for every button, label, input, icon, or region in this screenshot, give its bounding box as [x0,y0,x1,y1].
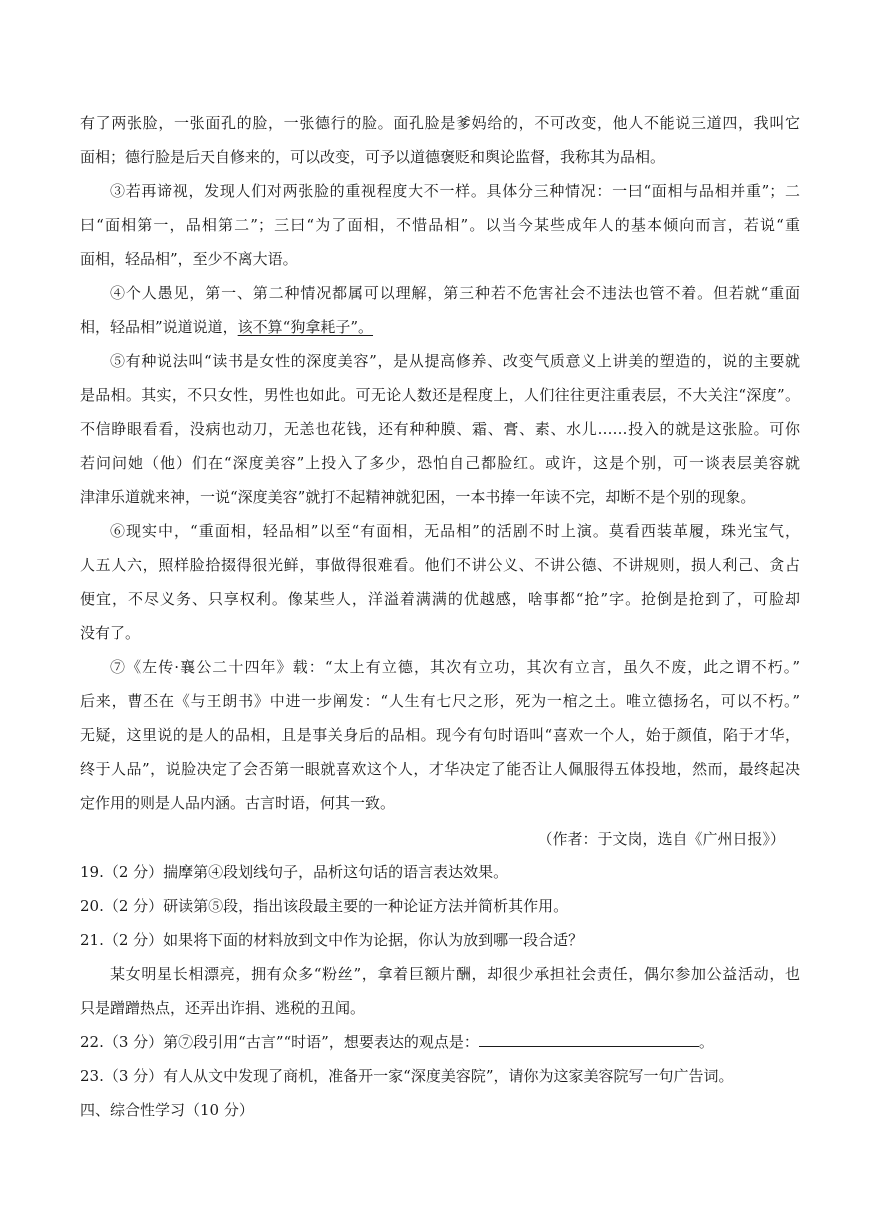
paragraph-3-line-3: 面相，轻品相”，至少不离大语。 [80,250,298,268]
question-22-text: 22.（3 分）第⑦段引用“古言”“时语”，想要表达的观点是： [80,1033,479,1051]
question-21-material-line-2: 只是蹭蹭热点，还弄出诈捐、逃税的丑闻。 [80,999,366,1017]
answer-blank[interactable] [479,1032,699,1047]
underlined-sentence: 该不算“狗拿耗子”。 [237,318,374,336]
paragraph-7-line-1: ⑦《左传·襄公二十四年》载：“太上有立德，其次有立功，其次有立言，虽久不废，此之谓不朽。” [110,658,800,676]
paragraph-4-text: 相，轻品相”说道说道， [80,318,238,336]
paragraph-6-line-4: 没有了。 [80,624,141,642]
question-23: 23.（3 分）有人从文中发现了商机，准备开一家“深度美容院”，请你为这家美容院写一句广告词。 [80,1067,734,1085]
paragraph-4-line-1: ④个人愚见，第一、第二种情况都属可以理解，第三种若不危害社会不违法也管不着。但若就“重面 [110,284,800,302]
paragraph-5-line-3: 不信睁眼看看，没病也动刀，无恙也花钱，还有种种膜、霜、膏、素、水儿……投入的就是这张脸。可你 [80,420,800,438]
paragraph-7-line-5: 定作用的则是人品内涵。古言时语，何其一致。 [80,794,396,812]
paragraph-3-line-2: 曰“面相第一，品相第二”；三曰“为了面相，不惜品相”。以当今某些成年人的基本倾向而言，若说“重 [80,216,800,234]
paragraph-2-line-1: 有了两张脸，一张面孔的脸，一张德行的脸。面孔脸是爹妈给的，不可改变，他人不能说三道四，我叫它 [80,114,800,132]
paragraph-7-line-4: 终于人品”，说脸决定了会否第一眼就喜欢这个人，才华决定了能否让人佩服得五体投地，然而，最终起决 [80,760,800,778]
paragraph-7-line-3: 无疑，这里说的是人的品相，且是事关身后的品相。现今有句时语叫“喜欢一个人，始于颜值，陷于才华， [80,726,800,744]
question-21: 21.（2 分）如果将下面的材料放到文中作为论据，你认为放到哪一段合适？ [80,931,584,949]
paragraph-5-line-1: ⑤有种说法叫“读书是女性的深度美容”，是从提高修养、改变气质意义上讲美的塑造的，说的主要就 [110,352,800,370]
paragraph-3-line-1: ③若再谛视，发现人们对两张脸的重视程度大不一样。具体分三种情况：一曰“面相与品相并重”；二 [110,182,800,200]
paragraph-2-line-2: 面相；德行脸是后天自修来的，可以改变，可予以道德褒贬和舆论监督，我称其为品相。 [80,148,666,166]
source-attribution: （作者：于文岗，选自《广州日报》） [537,830,785,848]
paragraph-6-line-2: 人五人六，照样脸拾掇得很光鲜，事做得很难看。他们不讲公义、不讲公德、不讲规则，损人利己、贪占 [80,556,800,574]
paragraph-7-line-2: 后来，曹丕在《与王朗书》中进一步阐发：“人生有七尺之形，死为一棺之土。唯立德扬名，可以不朽。” [80,692,800,710]
paragraph-5-line-5: 津津乐道就来神，一说“深度美容”就打不起精神就犯困，一本书捧一年读不完，却断不是个别的现象。 [80,488,756,506]
section-heading: 四、综合性学习（10 分） [80,1101,254,1119]
paragraph-6-line-1: ⑥现实中，“重面相，轻品相”以至“有面相，无品相”的活剧不时上演。莫看西装革履，珠光宝气， [110,522,800,540]
question-20: 20.（2 分）研读第⑤段，指出该段最主要的一种论证方法并简析其作用。 [80,897,569,915]
question-22-end: 。 [698,1033,714,1051]
paragraph-5-line-4: 若问问她（他）们在“深度美容”上投入了多少，恐怕自己都脸红。或许，这是个别，可一谈表层美容就 [80,454,800,472]
paragraph-5-line-2: 是品相。其实，不只女性，男性也如此。可无论人数还是程度上，人们往往更注重表层，不大关注“深度”。 [80,386,800,404]
question-22 [80,1032,800,1052]
paragraph-6-line-3: 便宜，不尽义务、只享权利。像某些人，洋溢着满满的优越感，啥事都“抢”字。抢倒是抢到了，可脸却 [80,590,800,608]
question-19: 19.（2 分）揣摩第④段划线句子，品析这句话的语言表达效果。 [80,863,509,881]
question-21-material-line-1: 某女明星长相漂亮，拥有众多“粉丝”，拿着巨额片酬，却很少承担社会责任，偶尔参加公益活动，也 [110,965,800,983]
paragraph-4-line-2 [80,317,800,337]
